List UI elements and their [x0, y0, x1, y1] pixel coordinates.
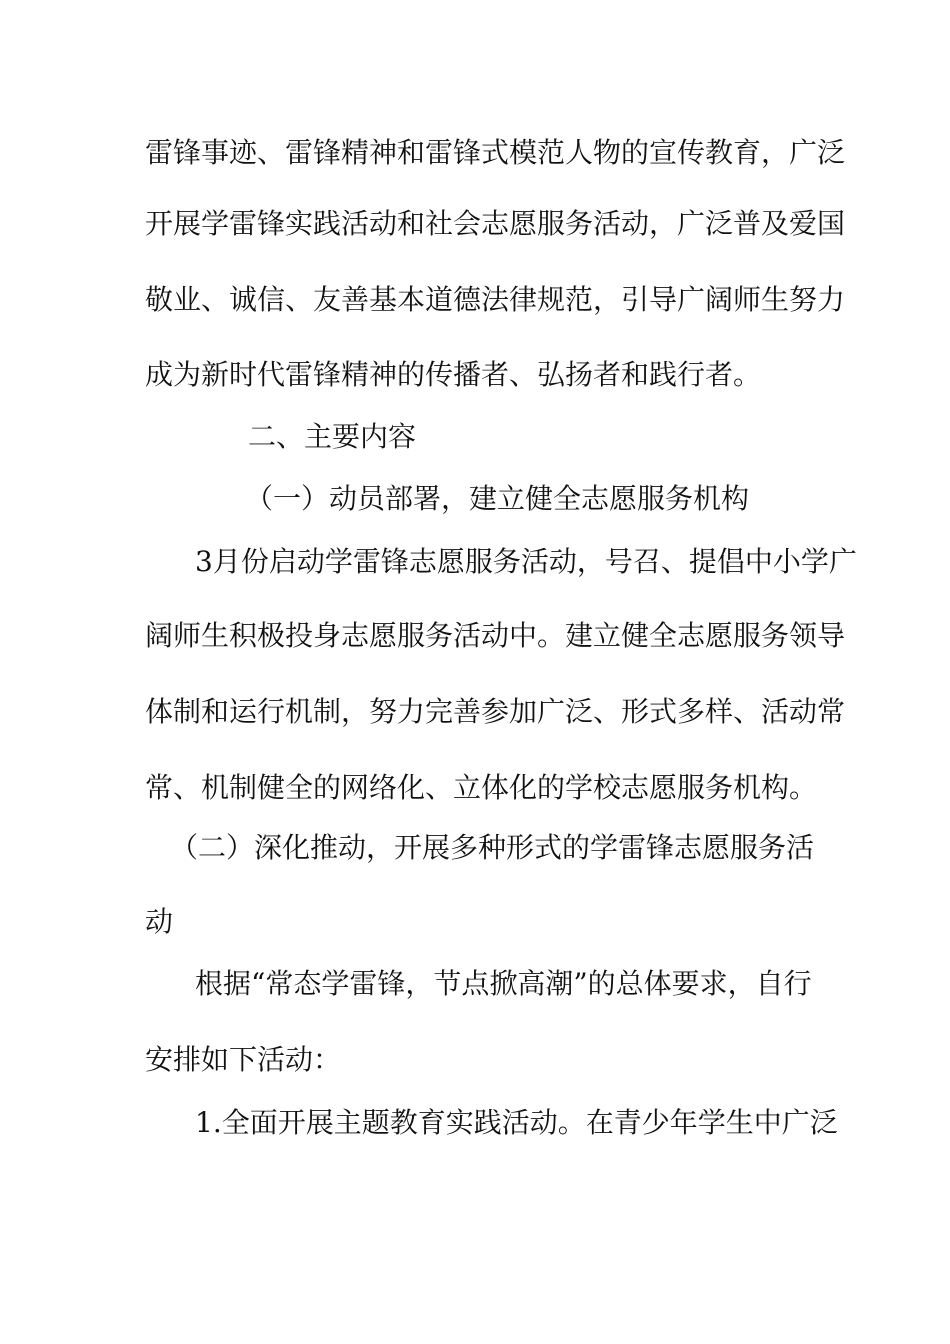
body-text-line: 安排如下活动：: [145, 1043, 342, 1076]
body-text-line: 根据“常态学雷锋，节点掀高潮”的总体要求，自行: [195, 967, 812, 1000]
subsection-heading: （二）深化推动，开展多种形式的学雷锋志愿服务活: [170, 831, 815, 864]
body-text-line: 1.全面开展主题教育实践活动。在青少年学生中广泛: [195, 1106, 838, 1139]
body-text-line: 动: [145, 905, 174, 938]
section-heading: 二、主要内容: [248, 420, 417, 453]
body-text-line: 常、机制健全的网络化、立体化的学校志愿服务机构。: [145, 771, 818, 804]
body-text-line: 阔师生积极投身志愿服务活动中。建立健全志愿服务领导: [145, 619, 846, 652]
body-text-line: 体制和运行机制，努力完善参加广泛、形式多样、活动常: [145, 695, 846, 728]
body-text-line: 雷锋事迹、雷锋精神和雷锋式模范人物的宣传教育，广泛: [145, 136, 846, 169]
body-text-line: 成为新时代雷锋精神的传播者、弘扬者和践行者。: [145, 358, 762, 391]
body-text-line: 开展学雷锋实践活动和社会志愿服务活动，广泛普及爱国: [145, 207, 846, 240]
subsection-heading: （一）动员部署，建立健全志愿服务机构: [245, 482, 750, 515]
body-text-line: 3月份启动学雷锋志愿服务活动，号召、提倡中小学广: [195, 545, 857, 578]
body-text-line: 敬业、诚信、友善基本道德法律规范，引导广阔师生努力: [145, 283, 846, 316]
